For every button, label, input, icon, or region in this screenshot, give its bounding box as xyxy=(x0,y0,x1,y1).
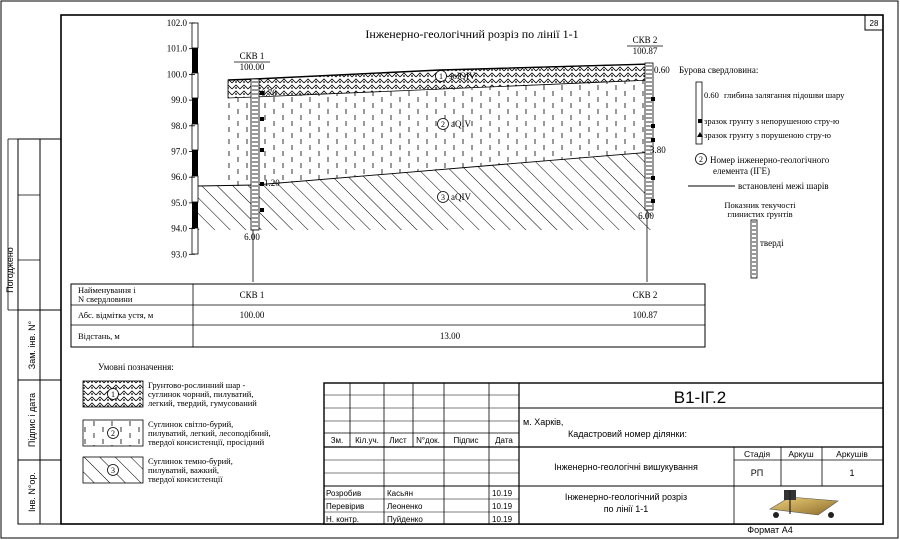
table-row-label: Абс. відмітка устя, м xyxy=(78,310,154,320)
legend-item-2 xyxy=(83,419,271,447)
layer-2-marker xyxy=(438,119,472,130)
borehole-2-sample xyxy=(651,199,655,203)
borehole-2-boundary-depth: 3.80 xyxy=(650,145,666,155)
borehole-data-table xyxy=(71,284,705,347)
legend-item-1 xyxy=(83,380,257,408)
svg-text:3: 3 xyxy=(441,193,445,202)
borehole-1-elevation: 100.00 xyxy=(239,62,265,72)
legend-depth-note: глибина залягання підошви шару xyxy=(724,90,845,100)
stage-header: Аркушів xyxy=(836,449,868,459)
svg-text:Суглинок світло-бурий,: Суглинок світло-бурий, xyxy=(148,419,234,429)
borehole-1-depth: 6.00 xyxy=(244,232,260,242)
borehole-2-name: СКВ 2 xyxy=(632,35,658,45)
stage-value: РП xyxy=(750,468,764,478)
borehole-2-elevation: 100.87 xyxy=(632,46,658,56)
svg-text:Грунтово-рослинний шар -: Грунтово-рослинний шар - xyxy=(148,380,246,390)
svg-text:3: 3 xyxy=(111,466,115,475)
svg-text:1: 1 xyxy=(111,390,115,399)
svg-text:твердої консистенції: твердої консистенції xyxy=(148,474,223,484)
borehole-2-boundary-depth: 0.60 xyxy=(654,65,670,75)
table-cell: 100.00 xyxy=(239,310,265,320)
legend-boundary: встановлені межі шарів xyxy=(738,181,829,191)
legend-ige-line2: елемента (ІГЕ) xyxy=(713,166,770,176)
side-strip xyxy=(5,139,61,524)
tb-date: 10.19 xyxy=(492,502,513,511)
borehole-2-sample xyxy=(651,176,655,180)
layer-3-index: aQIV xyxy=(451,192,471,202)
tb-header: N°док. xyxy=(416,436,440,445)
svg-text:Суглинок темно-бурий,: Суглинок темно-бурий, xyxy=(148,456,233,466)
legend-liquidity-line1: Показник текучості xyxy=(724,200,796,210)
stage-value: 1 xyxy=(849,468,855,478)
layer-1-index: solQIV xyxy=(449,71,476,81)
svg-text:пилуватий, легкий, лесоподібни: пилуватий, легкий, лесоподібний, xyxy=(148,428,271,438)
elevation-tick-label: 97.0 xyxy=(171,146,187,157)
work-type: Інженерно-геологічні вишукування xyxy=(554,462,698,472)
stage-header: Аркуш xyxy=(788,449,814,459)
borehole-1-sample xyxy=(260,148,264,152)
legend-liquidity-value: тверді xyxy=(760,238,784,248)
elevation-scale xyxy=(167,18,198,259)
elevation-tick-label: 96.0 xyxy=(171,172,187,183)
table-cell: 13.00 xyxy=(439,331,461,341)
layer-3-marker xyxy=(438,192,472,203)
borehole-2-sample xyxy=(651,97,655,101)
tb-header: Зм. xyxy=(330,436,344,445)
legend-undisturbed: зразок грунту з непорушеною стру-ю xyxy=(704,116,840,126)
side-legend xyxy=(679,65,845,278)
section-title: Інженерно-геологічний розріз по лінії 1-1 xyxy=(365,27,579,41)
drawing-code: В1-ІГ.2 xyxy=(673,388,727,407)
tb-role: Розробив xyxy=(326,489,362,498)
borehole-2-sample xyxy=(651,124,655,128)
legend-liquidity-line2: глинистих ґрунтів xyxy=(727,209,793,219)
table-row-label: N свердловини xyxy=(78,294,133,304)
geological-section xyxy=(198,35,670,282)
borehole-1-sample xyxy=(260,208,264,212)
borehole-1-name: СКВ 1 xyxy=(239,51,265,61)
table-cell: 100.87 xyxy=(632,310,658,320)
format-label: Формат А4 xyxy=(747,525,793,535)
legend xyxy=(83,362,271,484)
cadastral-number: Кадастровий номер ділянки: xyxy=(568,429,687,439)
title-block xyxy=(324,383,883,524)
elevation-tick-label: 94.0 xyxy=(171,223,187,234)
svg-text:2: 2 xyxy=(111,429,115,438)
tb-name: Леоненко xyxy=(387,502,423,511)
tb-name: Касьян xyxy=(387,489,414,498)
legend-item-3 xyxy=(83,456,233,484)
tb-role: Перевірив xyxy=(326,502,365,511)
elevation-tick-label: 93.0 xyxy=(171,249,187,260)
tb-name: Пуйденко xyxy=(387,515,423,524)
svg-text:1: 1 xyxy=(439,72,443,81)
stage-header: Стадія xyxy=(743,449,771,459)
table-row-label: Найменування і xyxy=(78,285,136,295)
table-row-label: Відстань, м xyxy=(78,331,120,341)
side-label-original-inv: Інв. N°ор. xyxy=(27,472,37,512)
elevation-tick-labels xyxy=(167,18,195,259)
elevation-tick-label: 101.0 xyxy=(166,43,187,54)
legend-title: Умовні позначення: xyxy=(98,362,174,372)
tb-date: 10.19 xyxy=(492,515,513,524)
elevation-tick-label: 100.0 xyxy=(166,69,187,80)
svg-text:2: 2 xyxy=(441,120,445,129)
elevation-tick-label: 99.0 xyxy=(171,95,187,106)
svg-text:пилуватий, важкий,: пилуватий, важкий, xyxy=(148,465,220,475)
ige-marker-number: 2 xyxy=(699,155,703,164)
tb-role: Н. контр. xyxy=(326,515,360,524)
undisturbed-sample-icon xyxy=(698,119,702,123)
borehole-1-boundary-depth: 1.20 xyxy=(264,178,280,188)
tb-date: 10.19 xyxy=(492,489,513,498)
borehole-2-depth: 6.00 xyxy=(638,211,654,221)
elevation-tick-label: 102.0 xyxy=(166,18,187,28)
svg-text:твердої консистенції, просідни: твердої консистенції, просідний xyxy=(148,437,265,447)
borehole-1-boundary-depth: 0.70 xyxy=(261,88,277,98)
side-label-signature-date: Підпис і дата xyxy=(27,392,37,448)
borehole-legend-title: Бурова свердловина: xyxy=(679,65,759,75)
legend-ige-line1: Номер інженерно-геологічного xyxy=(710,155,830,165)
sheet-title-line1: Інженерно-геологічний розріз xyxy=(564,492,688,502)
legend-disturbed: зразок грунту з порушеною стру-ю xyxy=(704,130,832,140)
borehole-2-sample xyxy=(651,138,655,142)
location: м. Харків, xyxy=(523,417,564,427)
elevation-tick-label: 98.0 xyxy=(171,120,187,131)
tb-header: Підпис xyxy=(453,436,479,445)
table-cell: СКВ 1 xyxy=(239,290,265,300)
tb-header: Кіл.уч. xyxy=(355,436,379,445)
page-number: 28 xyxy=(869,19,879,28)
tb-header: Лист xyxy=(389,436,407,445)
borehole-1-sample xyxy=(260,117,264,121)
table-cell: СКВ 2 xyxy=(632,290,658,300)
elevation-tick-label: 95.0 xyxy=(171,197,187,208)
layer-2-index: aQIV xyxy=(451,119,471,129)
layer-1-marker xyxy=(436,71,476,82)
svg-text:суглинок чорний, пилуватий,: суглинок чорний, пилуватий, xyxy=(148,389,254,399)
svg-text:легкий, твердий, гумусований: легкий, твердий, гумусований xyxy=(148,398,257,408)
sheet-title-line2: по лінії 1-1 xyxy=(603,504,649,514)
side-label-replaced-inv: Зам. інв. N° xyxy=(27,320,37,370)
side-label-approved: Погоджено xyxy=(5,247,15,293)
tb-header: Дата xyxy=(495,436,513,445)
legend-depth-value: 0.60 xyxy=(704,90,719,100)
